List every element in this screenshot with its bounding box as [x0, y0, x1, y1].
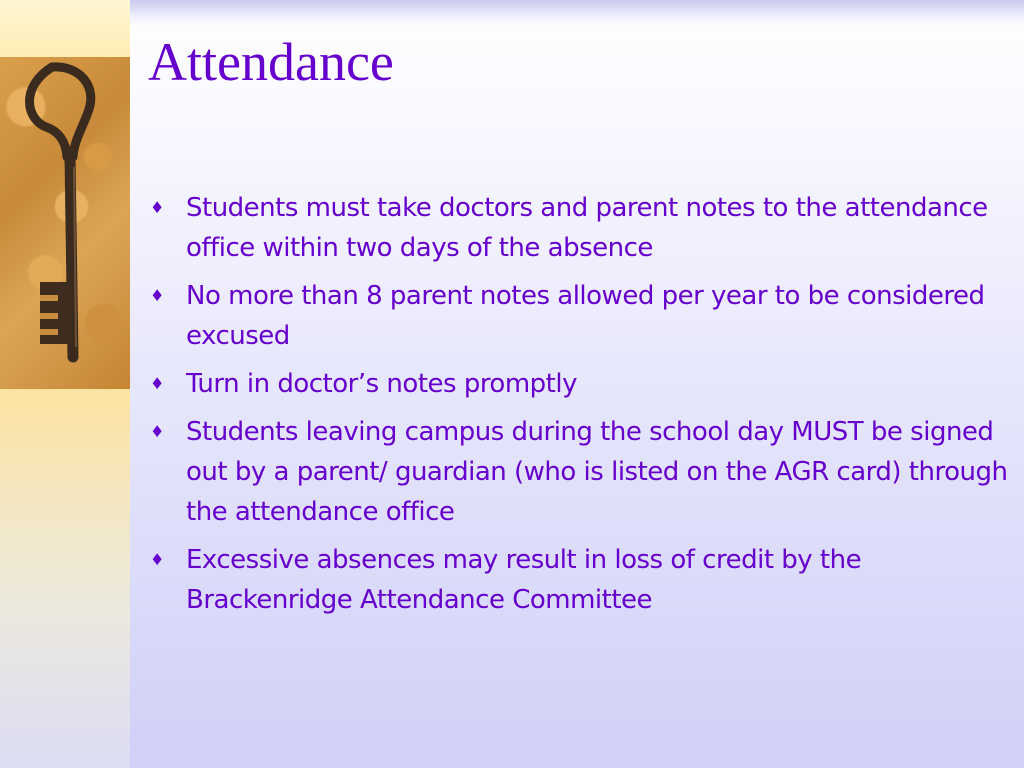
bullet-item [148, 540, 1008, 620]
diamond-bullet-icon: ♦ [150, 422, 164, 441]
bullet-text: Excessive absences may result in loss of credit by the Brackenridge Attendance Committee [186, 545, 862, 615]
bullet-text: Students must take doctors and parent notes to the attendance office within two days of the absence [186, 193, 988, 263]
bullet-item [148, 412, 1008, 532]
bullet-item [148, 188, 1008, 268]
key-icon [0, 57, 130, 389]
bullet-item [148, 364, 1008, 404]
bullet-text: No more than 8 parent notes allowed per year to be considered excused [186, 281, 985, 351]
diamond-bullet-icon: ♦ [150, 198, 164, 217]
diamond-bullet-icon: ♦ [150, 550, 164, 569]
antique-key-photo [0, 57, 130, 389]
bullet-item [148, 276, 1008, 356]
bullet-text: Turn in doctor’s notes promptly [186, 369, 577, 399]
slide-title: Attendance [148, 32, 394, 92]
diamond-bullet-icon: ♦ [150, 286, 164, 305]
diamond-bullet-icon: ♦ [150, 374, 164, 393]
bullet-text: Students leaving campus during the school day MUST be signed out by a parent/ guardian (who is listed on the AGR card) through the attendance office [186, 417, 1008, 527]
bullet-list [148, 188, 1008, 628]
